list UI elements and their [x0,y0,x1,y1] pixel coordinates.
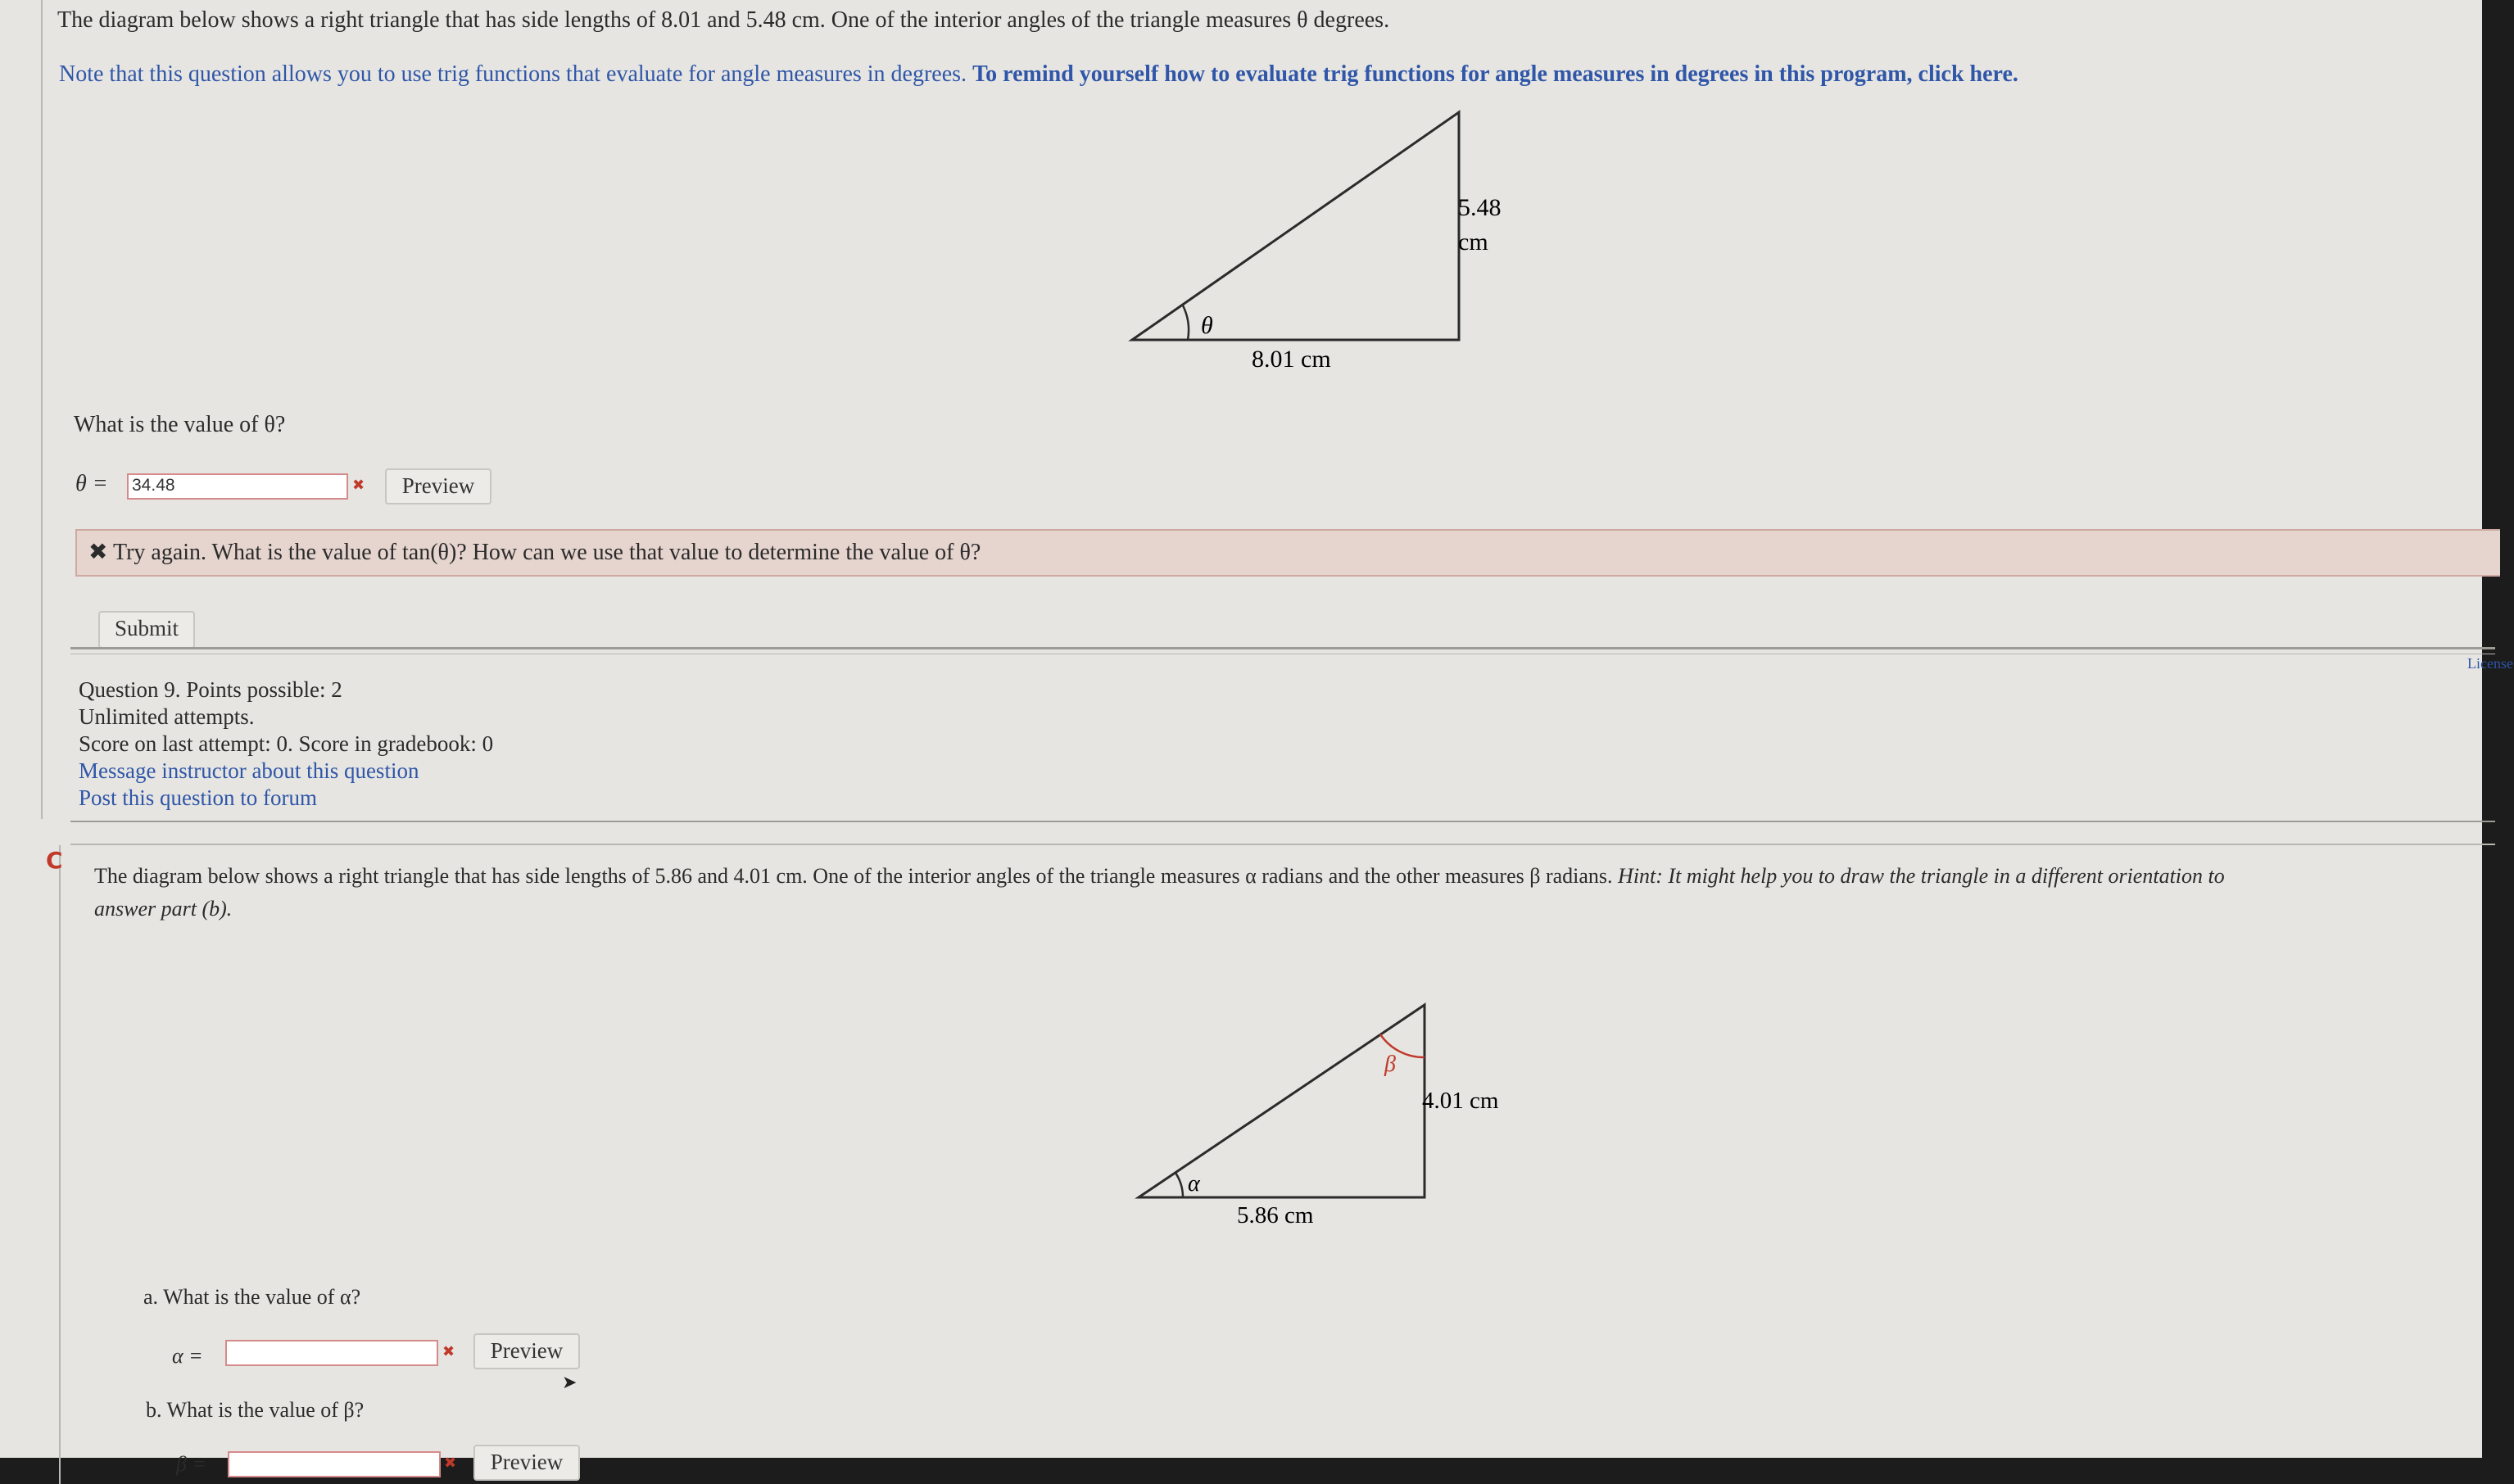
q8-triangle [1132,112,1459,340]
beta-preview-button[interactable]: Preview [473,1445,580,1481]
theta-error-icon: ✖ [352,477,365,494]
theta-preview-button[interactable]: Preview [385,468,491,504]
q9-score: Score on last attempt: 0. Score in gradebook: 0 [79,731,494,756]
q9-left-border [59,845,61,1484]
q9-hint: Hint: It might help you to draw the triangle in a different orientation to [1618,864,2225,888]
q8-triangle-diagram [1122,102,1548,381]
q9-beta-label: β [1384,1052,1396,1077]
q8-intro: The diagram below shows a right triangle that has side lengths of 8.01 and 5.48 cm. One of the interior angles of the triangle measures θ degrees. [57,7,1390,33]
q9-top-border [70,844,2495,845]
post-forum-link[interactable]: Post this question to forum [79,785,318,810]
q8-note-text: Note that this question allows you to use trig functions that evaluate for angle measures in degrees. [59,61,967,87]
q8-base-label: 8.01 cm [1252,346,1331,373]
beta-label: β = [176,1452,206,1476]
theta-label: θ = [75,471,108,496]
theta-input[interactable]: 34.48 [127,473,348,500]
q9-intro: The diagram below shows a right triangle that has side lengths of 5.86 and 4.01 cm. One of the interior angles of the triangle measures α radians and the other measures β radians. [94,864,1613,888]
alpha-error-icon: ✖ [442,1343,455,1360]
q9-attempts: Unlimited attempts. [79,704,255,729]
q8-note [59,61,2018,88]
alpha-preview-button[interactable]: Preview [473,1333,580,1369]
q8-help-link[interactable]: To remind yourself how to evaluate trig functions for angle measures in degrees in this program, click here. [972,61,2018,87]
q9-alpha-arc [1175,1173,1183,1197]
alpha-input[interactable] [225,1340,438,1366]
beta-input[interactable] [228,1451,441,1477]
info-divider [70,821,2495,822]
submit-button[interactable]: Submit [98,611,195,649]
alpha-label: α = [172,1344,203,1368]
q8-question: What is the value of θ? [74,412,286,437]
q9-points: Question 9. Points possible: 2 [79,677,342,702]
q8-vertical-unit: cm [1458,228,1488,256]
q8-feedback-text: ✖ Try again. What is the value of tan(θ)? How can we use that value to determine the value of θ? [88,540,981,565]
q9-triangle [1139,1005,1425,1197]
q9-info [79,676,493,812]
q9-part-a: a. What is the value of α? [143,1285,361,1309]
q9-triangle-diagram [1130,991,1524,1237]
q9-hint-cont: answer part (b). [94,897,233,921]
license-link[interactable]: License [2467,655,2513,672]
q9-part-b: b. What is the value of β? [146,1398,365,1422]
q8-theta-arc [1183,305,1189,340]
q9-alpha-label: α [1188,1171,1200,1197]
beta-error-icon: ✖ [444,1455,457,1472]
mouse-cursor: ➤ [562,1373,578,1393]
q8-feedback-box [75,529,2500,577]
message-instructor-link[interactable]: Message instructor about this question [79,758,419,783]
q9-intro-line [94,863,2225,889]
retry-icon[interactable]: C [46,847,63,874]
q9-vertical-label: 4.01 cm [1422,1088,1499,1114]
q9-base-label: 5.86 cm [1237,1202,1314,1228]
content-border [41,0,43,819]
q8-vertical-label: 5.48 [1458,194,1502,221]
section-divider [70,647,2495,649]
q8-theta-label: θ [1201,312,1213,339]
